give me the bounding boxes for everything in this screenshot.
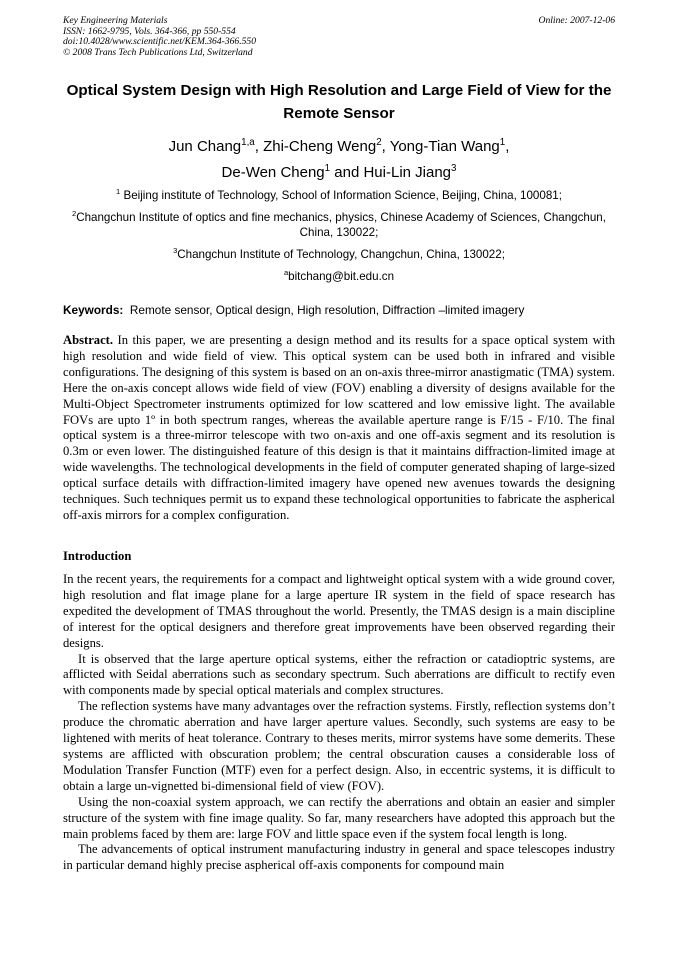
doi-line: doi:10.4028/www.scientific.net/KEM.364-366.550: [63, 36, 257, 47]
affiliation-2: [63, 210, 615, 240]
author-name: Jun Chang: [168, 138, 242, 155]
abstract-text: In this paper, we are presenting a design method and its results for a space optical system with high resolution and wide field of view. This optical system can be used both in infrared and visible configurations. The designing of this system is based on an on-axis three-mirror anastigmatic (TMA) system. Here the on-axis concept allows wide field of view (FOV) enabling a diversity of designs available for the Multi-Object Spectrometer instruments optimized for low scattered and low emissive light. The available FOVs are upto 1º in both spectrum ranges, whereas the available aperture range is F/15 - F/10. The final optical system is a three-mirror telescope with two on-axis and one off-axis segment and its resolution is 0.3m or even lower. The distinguished feature of this design is that it maintains diffraction-limited image at wide wavelengths. The technological developments in the field of computer generated shaping of large-sized optical surface details with diffraction-limited imagery have opened new avenues towards the designing techniques. Such techniques permit us to expand these technological opportunities to fabricate the aspherical off-axis mirrors for a complex configuration.: [63, 333, 615, 522]
author-email: [63, 269, 615, 284]
author-line-2: [63, 160, 615, 186]
email-text[interactable]: bitchang@bit.edu.cn: [288, 270, 395, 283]
affiliations: [63, 188, 615, 291]
affiliation-text: Changchun Institute of optics and fine mechanics, physics, Chinese Academy of Sciences, Changchun, China, 130022;: [76, 211, 606, 239]
affiliation-1: [63, 188, 615, 203]
author-superscript: 1: [324, 163, 331, 174]
author-superscript: 1,a: [241, 137, 255, 148]
author-name: Yong-Tian Wang: [389, 138, 500, 155]
affiliation-mark: 3: [173, 246, 178, 256]
author-line-1: Jun Chang$^{1,a}$, Zhi-Cheng Weng$^2$, Yong-Tian Wang$^1$,: [168, 137, 510, 155]
email-mark: a: [283, 268, 289, 278]
affiliation-text: Changchun Institute of Technology, Changchun, China, 130022;: [177, 248, 505, 261]
paragraph: In the recent years, the requirements for a compact and lightweight optical system with a wide ground cover, high resolution and flat image plane for a large aperture IR system in the field of space research has expedited the development of TMAS throughout the world. Presently, the TMAS design is a main discipline of interest for the optical designers and therefore great improvements have been observed regarding their designs.: [63, 572, 615, 650]
journal-name: Key Engineering Materials: [63, 15, 168, 26]
author-name: De-Wen Cheng: [221, 164, 325, 181]
abstract: [63, 333, 615, 524]
section-heading: Introduction: [63, 549, 132, 563]
author-superscript: 2: [376, 137, 382, 148]
paragraph: The reflection systems have many advantages over the refraction systems. Firstly, reflection systems don’t produce the chromatic aberration and have larger aperture values. Secondly, such systems are easy to be lightened with merits of heat tolerance. Contrary to theses merits, mirror systems have some demerits. These systems are afflicted with obscuration problem; the central obscuration causes a considerable loss of Modulation Transfer Function (MTF) even for a perfect design. Also, in eccentric systems, it is difficult to obtain a large un-vignetted bi-dimensional field of view (FOV).: [63, 699, 615, 793]
keywords: [63, 303, 615, 318]
author-superscript: 3: [451, 163, 457, 174]
abstract-label: Abstract.: [63, 333, 114, 347]
paragraph: Using the non-coaxial system approach, we can rectify the aberrations and obtain an easier and simpler structure of the system with fine image quality. So far, many researchers have adopted this approach but the main problems faced by them are: large FOV and little space even if the system focal length is long.: [63, 794, 615, 841]
affiliation-text: Beijing institute of Technology, School of Information Science, Beijing, China, 100081;: [120, 189, 562, 202]
paragraph: The advancements of optical instrument manufacturing industry in general and space telescopes industry in particular demand highly precise aspherical off-axis components for compound main: [63, 842, 615, 873]
page-header: [63, 16, 615, 58]
author-list: [63, 134, 615, 186]
keywords-label: Keywords:: [63, 303, 124, 317]
affiliation-mark: 2: [72, 209, 77, 219]
issn-line: ISSN: 1662-9795, Vols. 364-366, pp 550-554: [63, 25, 236, 37]
keywords-text: Remote sensor, Optical design, High resolution, Diffraction –limited imagery: [129, 303, 525, 317]
author-name: Hui-Lin Jiang: [363, 164, 452, 181]
paper-title: Optical System Design with High Resolution and Large Field of View for the Remote Sensor: [66, 82, 612, 122]
author-superscript: 1: [499, 137, 506, 148]
copyright-line: © 2008 Trans Tech Publications Ltd, Switzerland: [63, 46, 253, 58]
affiliation-3: [63, 247, 615, 262]
affiliation-mark: 1: [116, 187, 121, 197]
introduction-body: [63, 572, 615, 874]
author-name: Zhi-Cheng Weng: [263, 138, 377, 155]
online-date: Online: 2007-12-06: [538, 15, 615, 26]
paragraph: It is observed that the large aperture optical systems, either the refraction or catadioptric systems, are afflicted with Seidal aberrations such as secondary spectrum. Such aberrations are difficult to rectify even with components made by special optical materials and complex structures.: [63, 651, 615, 698]
author-conjunction: and: [330, 164, 364, 181]
